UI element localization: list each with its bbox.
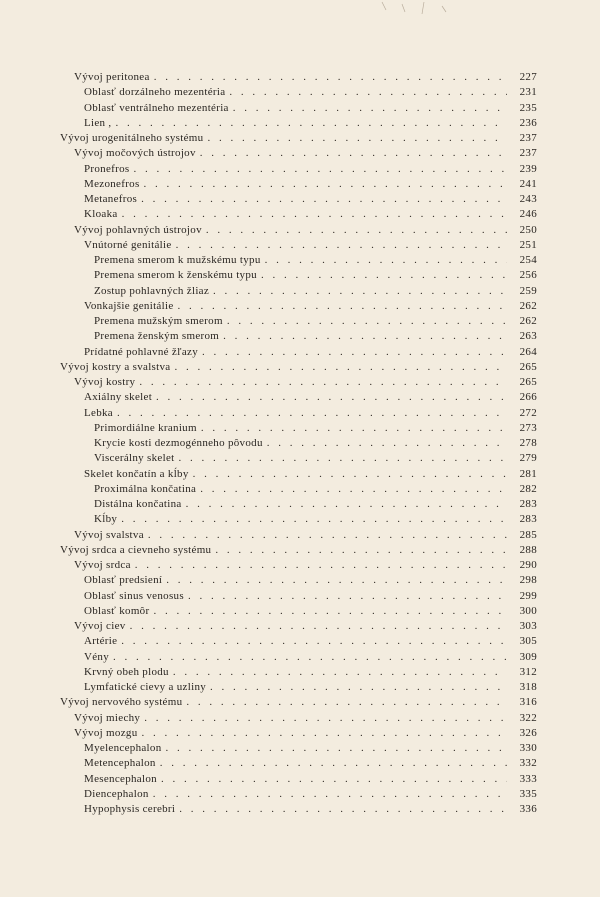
toc-entry xyxy=(84,633,537,649)
dot-leader xyxy=(229,84,507,100)
toc-entry-title: Hypophysis cerebri xyxy=(84,803,176,815)
toc-entry-page-number: 332 xyxy=(519,757,537,770)
dot-leader xyxy=(135,557,507,573)
toc-entry xyxy=(74,374,537,390)
toc-entry xyxy=(84,786,537,802)
dot-leader xyxy=(210,679,507,695)
toc-entry xyxy=(94,267,537,283)
toc-entry-page-number: 236 xyxy=(519,116,537,129)
toc-entry-title: Metanefros xyxy=(84,193,138,205)
toc-entry xyxy=(94,450,537,466)
toc-entry-page-number: 305 xyxy=(519,635,537,648)
toc-entry xyxy=(60,694,537,710)
toc-entry-title: Lien , xyxy=(84,116,112,129)
toc-entry xyxy=(94,511,537,527)
toc-entry-title: Premena mužským smerom xyxy=(94,315,223,327)
toc-entry xyxy=(74,725,537,741)
toc-entry xyxy=(84,755,537,771)
toc-entry-title: Vývoj kostry a svalstva xyxy=(60,360,171,373)
toc-entry-page-number: 254 xyxy=(519,254,537,266)
dot-leader xyxy=(186,694,507,710)
toc-entry-page-number: 237 xyxy=(519,147,537,160)
toc-entry-title: Vývoj nervového systému xyxy=(60,696,183,709)
toc-entry-page-number: 283 xyxy=(519,513,537,526)
dot-leader xyxy=(215,542,507,558)
toc-entry-title: Vývoj ciev xyxy=(74,620,126,632)
dot-leader xyxy=(139,374,507,390)
toc-entry-title: Oblasť sinus venosus xyxy=(84,589,184,602)
toc-entry-title: Vývoj pohlavných ústrojov xyxy=(74,223,202,236)
toc-entry-title: Oblasť dorzálneho mezentéria xyxy=(84,86,226,99)
toc-entry-page-number: 330 xyxy=(519,742,537,754)
toc-entry-title: Lymfatické cievy a uzliny xyxy=(84,681,207,693)
toc-entry-title: Kloaka xyxy=(84,208,118,221)
toc-entry-title: Vény xyxy=(84,650,110,663)
dot-leader xyxy=(166,740,507,756)
toc-entry-title: Vývoj mozgu xyxy=(74,726,138,739)
toc-entry xyxy=(84,664,537,680)
toc-entry-title: Vývoj srdca a cievneho systému xyxy=(60,543,212,556)
toc-entry xyxy=(94,496,537,512)
toc-entry xyxy=(74,222,537,238)
dot-leader xyxy=(261,267,507,283)
toc-entry-page-number: 300 xyxy=(519,604,537,617)
toc-entry xyxy=(94,313,537,329)
toc-entry-title: Vývoj miechy xyxy=(74,711,141,724)
toc-entry xyxy=(84,237,537,253)
toc-entry-title: Vývoj kostry xyxy=(74,376,136,388)
toc-entry xyxy=(84,588,537,604)
toc-entry-page-number: 239 xyxy=(519,162,537,175)
toc-entry-page-number: 298 xyxy=(519,574,537,587)
dot-leader xyxy=(188,588,507,604)
toc-entry-title: Artérie xyxy=(84,635,118,648)
dot-leader xyxy=(121,633,507,649)
dot-leader xyxy=(153,786,507,802)
dot-leader xyxy=(200,481,507,497)
toc-entry-page-number: 262 xyxy=(519,315,537,327)
toc-entry xyxy=(84,389,537,405)
toc-entry-title: Premena smerom k ženskému typu xyxy=(94,269,257,282)
toc-entry-title: Kĺby xyxy=(94,513,118,526)
toc-entry-title: Distálna končatina xyxy=(94,498,182,510)
toc-entry-title: Myelencephalon xyxy=(84,742,162,754)
dot-leader xyxy=(265,252,507,268)
dot-leader xyxy=(227,313,507,329)
toc-entry-title: Proximálna končatina xyxy=(94,482,197,495)
dot-leader xyxy=(144,710,507,726)
toc-entry xyxy=(84,771,537,787)
dot-leader xyxy=(233,100,507,116)
dot-leader xyxy=(267,435,507,451)
toc-entry xyxy=(74,557,537,573)
toc-entry xyxy=(84,161,537,177)
toc-entry xyxy=(84,191,537,207)
dot-leader xyxy=(173,664,507,680)
toc-entry-page-number: 278 xyxy=(519,437,537,449)
toc-entry-title: Vnútorné genitálie xyxy=(84,238,172,251)
toc-entry xyxy=(94,252,537,268)
toc-entry-page-number: 243 xyxy=(519,193,537,205)
toc-entry-page-number: 279 xyxy=(519,452,537,465)
toc-entry xyxy=(74,618,537,634)
toc-entry xyxy=(84,298,537,314)
toc-entry xyxy=(94,328,537,344)
toc-entry-page-number: 272 xyxy=(519,406,537,419)
toc-entry-title: Lebka xyxy=(84,406,113,419)
dot-leader xyxy=(178,298,507,314)
toc-entry-title: Viscerálny skelet xyxy=(94,452,175,465)
dot-leader xyxy=(154,69,507,85)
toc-entry xyxy=(94,481,537,497)
dot-leader xyxy=(213,283,507,299)
dot-leader xyxy=(202,344,507,360)
toc-entry-page-number: 264 xyxy=(519,345,537,358)
toc-entry-page-number: 237 xyxy=(519,132,537,144)
toc-entry-page-number: 281 xyxy=(519,467,537,480)
dot-leader xyxy=(200,145,507,161)
dot-leader xyxy=(176,237,507,253)
toc-entry xyxy=(84,405,537,421)
toc-entry-title: Premena smerom k mužskému typu xyxy=(94,254,261,266)
toc-entry-page-number: 273 xyxy=(519,421,537,434)
toc-entry xyxy=(60,542,537,558)
toc-entry-title: Vonkajšie genitálie xyxy=(84,299,174,312)
toc-entry-page-number: 282 xyxy=(519,482,537,495)
toc-entry xyxy=(74,527,537,543)
dot-leader xyxy=(122,206,507,222)
dot-leader xyxy=(144,176,507,192)
toc-entry-title: Krycie kosti dezmogénneho pôvodu xyxy=(94,437,263,449)
toc-entry xyxy=(94,420,537,436)
dot-leader xyxy=(223,328,507,344)
toc-entry-page-number: 326 xyxy=(519,726,537,739)
toc-entry-title: Vývoj urogenitálneho systému xyxy=(60,132,204,144)
toc-entry-title: Vývoj srdca xyxy=(74,559,131,571)
toc-entry-title: Primordiálne kranium xyxy=(94,421,197,434)
toc-entry-title: Prídatné pohlavné žľazy xyxy=(84,345,198,358)
dot-leader xyxy=(179,450,508,466)
toc-entry-page-number: 246 xyxy=(519,208,537,221)
toc-entry-title: Diencephalon xyxy=(84,787,149,800)
dot-leader xyxy=(207,130,507,146)
dot-leader xyxy=(115,115,507,131)
dot-leader xyxy=(113,649,507,665)
toc-entry-page-number: 312 xyxy=(519,665,537,678)
toc-entry-page-number: 266 xyxy=(519,391,537,404)
toc-entry-page-number: 251 xyxy=(519,238,537,251)
dot-leader xyxy=(186,496,507,512)
toc-entry xyxy=(84,679,537,695)
dot-leader xyxy=(133,161,507,177)
toc-entry-page-number: 259 xyxy=(519,284,537,297)
toc-entry-title: Mezonefros xyxy=(84,177,140,190)
toc-entry-page-number: 288 xyxy=(519,543,537,556)
toc-entry-title: Oblasť komôr xyxy=(84,604,150,617)
toc-entry-title: Vývoj svalstva xyxy=(74,528,144,541)
dot-leader xyxy=(160,755,507,771)
toc-entry-page-number: 227 xyxy=(519,71,537,83)
toc-entry xyxy=(84,344,537,360)
dot-leader xyxy=(161,771,507,787)
toc-entry xyxy=(74,710,537,726)
dot-leader xyxy=(130,618,507,634)
toc-entry-page-number: 250 xyxy=(519,223,537,236)
toc-entry-page-number: 309 xyxy=(519,650,537,663)
dot-leader xyxy=(148,527,507,543)
toc-entry-page-number: 241 xyxy=(519,177,537,190)
toc-entry-page-number: 285 xyxy=(519,528,537,541)
dot-leader xyxy=(179,801,507,817)
toc-entry-title: Pronefros xyxy=(84,162,130,175)
toc-entry xyxy=(74,145,537,161)
toc-entry-title: Metencephalon xyxy=(84,757,156,770)
toc-entry-page-number: 318 xyxy=(519,681,537,693)
toc-entry xyxy=(84,572,537,588)
dot-leader xyxy=(156,389,507,405)
toc-entry xyxy=(84,740,537,756)
toc-entry-page-number: 256 xyxy=(519,269,537,282)
toc-entry xyxy=(84,603,537,619)
toc-entry-page-number: 322 xyxy=(519,711,537,724)
toc-entry xyxy=(60,359,537,375)
toc-entry-title: Mesencephalon xyxy=(84,772,157,785)
dot-leader xyxy=(201,420,507,436)
toc-entry-page-number: 283 xyxy=(519,498,537,510)
toc-entry-page-number: 263 xyxy=(519,330,537,343)
toc-entry-title: Skelet končatín a kĺby xyxy=(84,467,189,480)
toc-entry-title: Vývoj peritonea xyxy=(74,71,150,83)
dot-leader xyxy=(121,511,507,527)
toc-entry-title: Premena ženským smerom xyxy=(94,330,220,343)
toc-entry xyxy=(60,130,537,146)
toc-entry-page-number: 262 xyxy=(519,299,537,312)
dot-leader xyxy=(206,222,507,238)
toc-entry xyxy=(84,84,537,100)
toc-entry-title: Oblasť predsiení xyxy=(84,574,163,587)
toc-entry xyxy=(94,283,537,299)
toc-entry xyxy=(84,100,537,116)
toc-entry-page-number: 235 xyxy=(519,101,537,114)
toc-entry-page-number: 290 xyxy=(519,559,537,571)
toc-entry-page-number: 333 xyxy=(519,772,537,785)
paper-mark-decoration xyxy=(372,0,462,30)
dot-leader xyxy=(117,405,507,421)
toc-entry-page-number: 335 xyxy=(519,787,537,800)
toc-entry-page-number: 265 xyxy=(519,376,537,388)
toc-entry xyxy=(84,466,537,482)
toc-entry xyxy=(84,206,537,222)
toc-entry-title: Zostup pohlavných žliaz xyxy=(94,284,210,297)
toc-entry-title: Oblasť ventrálneho mezentéria xyxy=(84,101,229,114)
dot-leader xyxy=(174,359,507,375)
toc-entry-page-number: 336 xyxy=(519,803,537,815)
dot-leader xyxy=(142,725,508,741)
toc-entry xyxy=(84,115,537,131)
toc-entry-page-number: 231 xyxy=(519,86,537,99)
toc-entry-page-number: 303 xyxy=(519,620,537,632)
toc-entry-title: Krvný obeh plodu xyxy=(84,665,169,678)
toc-entry-page-number: 265 xyxy=(519,360,537,373)
dot-leader xyxy=(141,191,507,207)
toc-entry-page-number: 299 xyxy=(519,589,537,602)
toc-entry xyxy=(84,801,537,817)
toc-entry-title: Axiálny skelet xyxy=(84,391,153,404)
toc-entry xyxy=(74,69,537,85)
dot-leader xyxy=(193,466,507,482)
toc-entry xyxy=(94,435,537,451)
toc-entry-title: Vývoj močových ústrojov xyxy=(74,147,196,160)
dot-leader xyxy=(166,572,507,588)
toc-entry xyxy=(84,649,537,665)
toc-entry-page-number: 316 xyxy=(519,696,537,709)
toc-entry xyxy=(84,176,537,192)
dot-leader xyxy=(153,603,507,619)
